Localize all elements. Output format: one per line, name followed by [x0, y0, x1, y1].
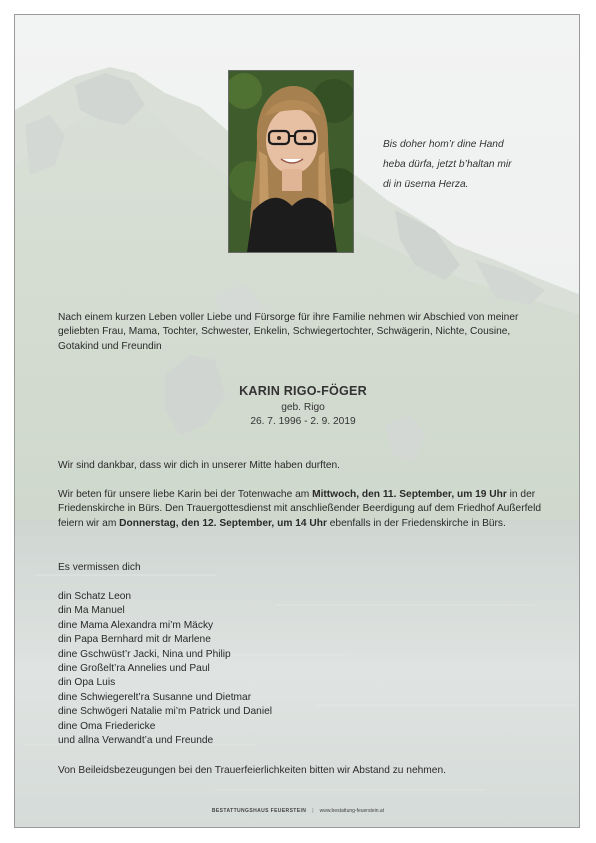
missed-intro: Es vermissen dich — [58, 562, 141, 573]
mourner-item: din Papa Bernhard mit dr Marlene — [58, 634, 211, 646]
funeral-datetime: Donnerstag, den 12. September, um 14 Uhr — [119, 517, 327, 529]
mourners-list — [58, 590, 548, 748]
poem — [383, 135, 573, 195]
mourner-item: dine Schwiegerelt’ra Susanne und Dietmar — [58, 691, 252, 703]
mourner-item: dine Mama Alexandra mi’m Mäcky — [58, 619, 214, 631]
mourner-item: dine Schwögeri Natalie mi’m Patrick und Daniel — [58, 706, 273, 718]
poem-line: heba dürfa, jetzt b’haltan mir — [383, 159, 512, 170]
parte-sheet — [14, 14, 580, 828]
maiden-name: geb. Rigo — [281, 402, 325, 413]
portrait-illustration — [229, 71, 353, 252]
deceased-name: KARIN RIGO-FÖGER — [239, 384, 367, 398]
footer-separator: | — [312, 808, 314, 814]
mourner-item: din Schatz Leon — [58, 591, 132, 602]
mourner-item: dine Großelt’ra Annelies und Paul — [58, 663, 210, 675]
thanks-paragraph: Wir sind dankbar, dass wir dich in unserer Mitte haben durften. — [58, 460, 340, 471]
services-paragraph — [58, 488, 548, 531]
condolence-note: Von Beileidsbezeugungen bei den Trauerfeierlichkeiten bitten wir Abstand zu nehmen. — [58, 765, 446, 776]
portrait-photo — [228, 70, 354, 253]
services-text: ebenfalls in der Friedenskirche in Bürs. — [326, 517, 506, 529]
footer — [15, 808, 580, 814]
mourner-item: und allna Verwandt’a und Freunde — [58, 735, 214, 747]
wake-datetime: Mittwoch, den 11. September, um 19 Uhr — [312, 489, 507, 500]
services-text: Wir beten für unsere liebe Karin bei der Totenwache am — [58, 489, 313, 500]
life-dates: 26. 7. 1996 - 2. 9. 2019 — [250, 416, 356, 427]
mourner-item: din Ma Manuel — [58, 605, 125, 617]
services-text: in der Friedenskirche in Bürs. Den Trauergottesdienst mit anschließender Beerdigung auf dem Friedhof Außerfeld feiern wir am — [58, 489, 542, 529]
poem-line: Bis doher hom’r dine Hand — [383, 139, 504, 150]
poem-line: di in üserna Herza. — [383, 179, 469, 190]
funeral-home-name: BESTATTUNGSHAUS FEUERSTEIN — [211, 808, 307, 814]
mourner-item: din Opa Luis — [58, 677, 116, 689]
intro-paragraph: Nach einem kurzen Leben voller Liebe und Fürsorge für ihre Familie nehmen wir Abschied von meiner geliebten Frau, Mama, Tochter, Schwester, Enkelin, Schwiegertochter, Schwägerin, Nichte, Cousine, Gotakind und Freundin — [58, 312, 519, 352]
funeral-home-website[interactable]: www.bestattung-feuerstein.at — [319, 808, 385, 814]
mourner-item: dine Gschwüst’r Jacki, Nina und Philip — [58, 648, 231, 660]
mourner-item: dine Oma Friedericke — [58, 720, 156, 732]
